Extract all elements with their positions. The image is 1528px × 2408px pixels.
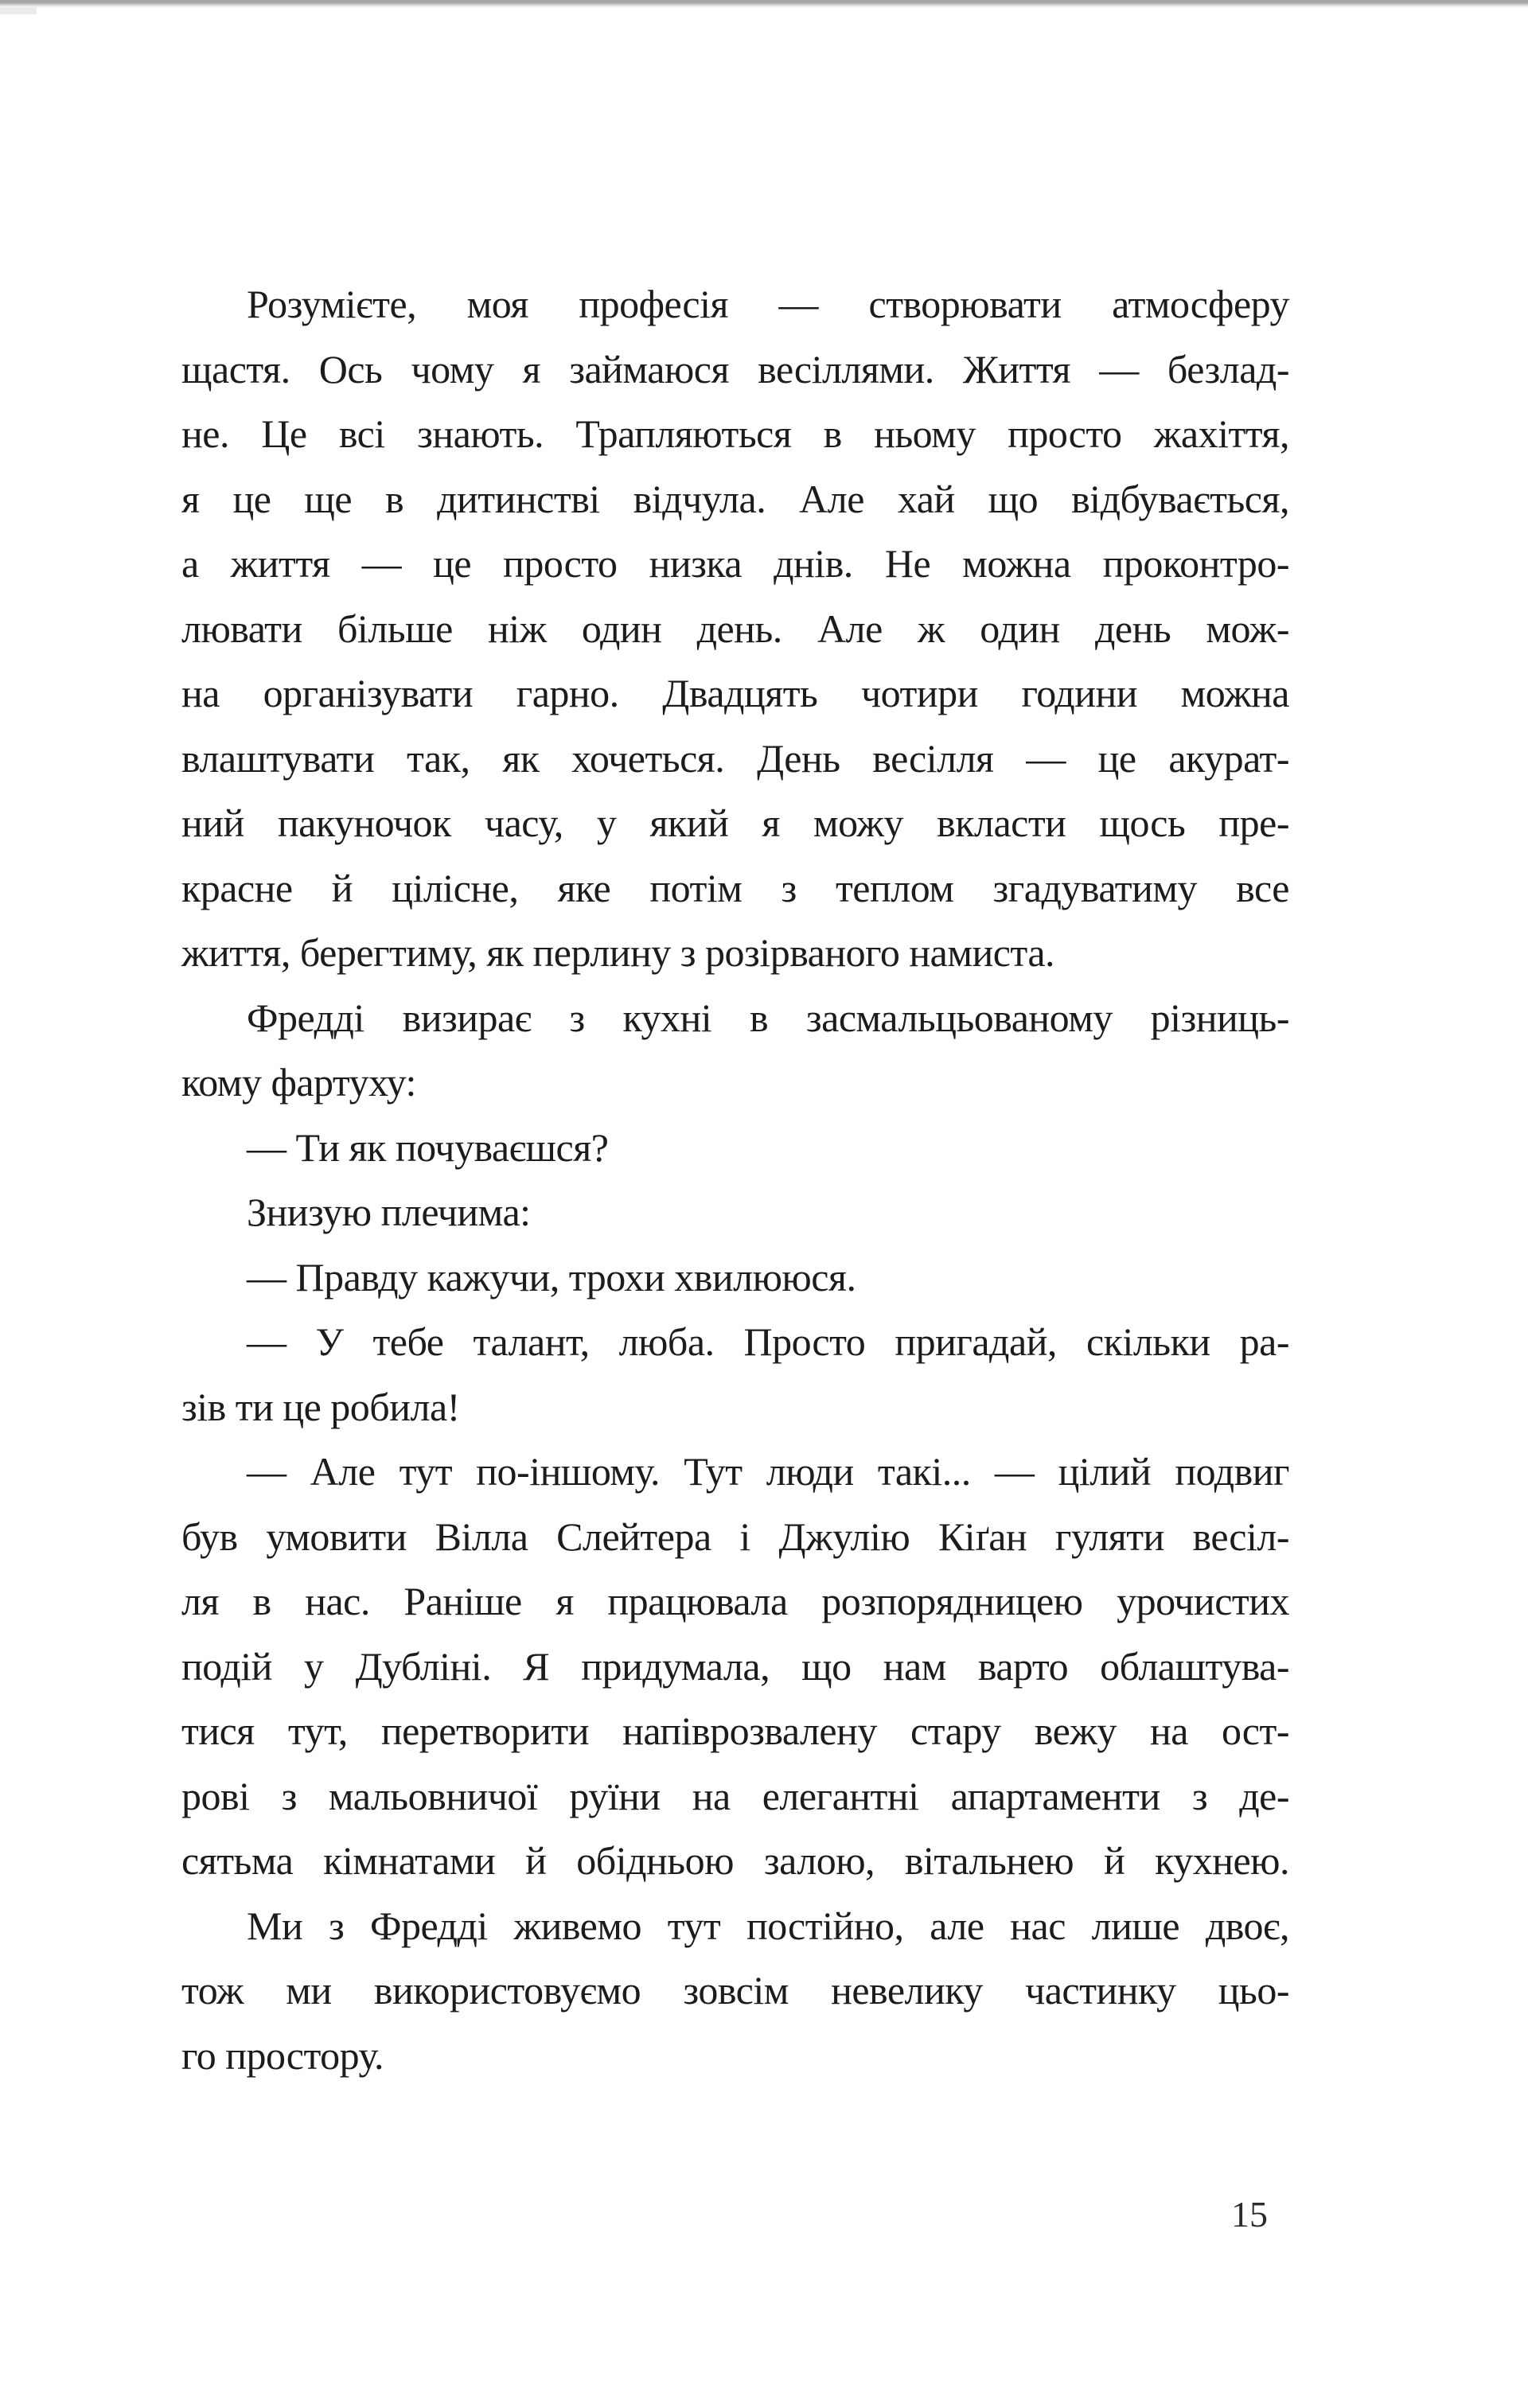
text-line: — Ти як почуваєшся? bbox=[247, 1124, 609, 1170]
text-line: лювати більше ніж один день. Але ж один день мож- bbox=[181, 606, 1289, 651]
text-line: тож ми використовуємо зовсім невелику частинку цьо- bbox=[181, 1968, 1289, 2013]
text-line: Ми з Фредді живемо тут постійно, але нас лише двоє, bbox=[247, 1903, 1289, 1948]
text-line: рові з мальовничої руїни на елегантні апартаменти з де- bbox=[181, 1773, 1289, 1818]
text-line: тися тут, перетворити напіврозвалену стару вежу на ост- bbox=[181, 1709, 1289, 1753]
text-line: — У тебе талант, люба. Просто пригадай, скільки ра- bbox=[247, 1319, 1289, 1364]
text-line: го простору. bbox=[181, 2032, 384, 2078]
window-top-notch bbox=[0, 7, 37, 14]
text-line: кому фартуху: bbox=[181, 1060, 416, 1105]
text-line: ний пакуночок часу, у який я можу вкласти щось пре- bbox=[181, 801, 1289, 845]
text-line: життя, берегтиму, як перлину з розірваного намиста. bbox=[181, 930, 1055, 975]
text-line: я це ще в дитинстві відчула. Але хай що відбувається, bbox=[181, 476, 1289, 521]
text-line: ля в нас. Раніше я працювала розпорядницею урочистих bbox=[181, 1579, 1289, 1623]
text-line: сятьма кімнатами й обідньою залою, вітальнею й кухнею. bbox=[181, 1838, 1289, 1883]
text-line: красне й цілісне, яке потім з теплом згадуватиму все bbox=[181, 865, 1289, 910]
text-line: а життя — це просто низка днів. Не можна проконтро- bbox=[181, 541, 1289, 586]
window-top-edge bbox=[0, 0, 1528, 8]
text-line: — Але тут по-іншому. Тут люди такі... — цілий подвиг bbox=[247, 1449, 1289, 1494]
page-number: 15 bbox=[1231, 2194, 1268, 2235]
text-line: Розумієте, моя професія — створювати атмосферу bbox=[247, 282, 1289, 326]
text-line: Знизую плечима: bbox=[247, 1190, 531, 1234]
text-line: — Правду кажучи, трохи хвилююся. bbox=[247, 1254, 856, 1299]
text-line: Фредді визирає з кухні в засмальцьованому різниць- bbox=[247, 995, 1289, 1040]
page-text-block bbox=[181, 272, 1289, 2088]
text-line: подій у Дубліні. Я придумала, що нам варто облаштува- bbox=[181, 1643, 1289, 1689]
text-line: не. Це всі знають. Трапляються в ньому просто жахіття, bbox=[181, 411, 1289, 456]
text-line: влаштувати так, як хочеться. День весілля — це акурат- bbox=[181, 735, 1289, 781]
text-line: був умовити Вілла Слейтера і Джулію Кіґан гуляти весіл- bbox=[181, 1514, 1289, 1559]
text-line: щастя. Ось чому я займаюся весіллями. Життя — безлад- bbox=[181, 346, 1289, 392]
text-line: зів ти це робила! bbox=[181, 1384, 460, 1429]
text-line: на організувати гарно. Двадцять чотири години можна bbox=[181, 671, 1289, 715]
